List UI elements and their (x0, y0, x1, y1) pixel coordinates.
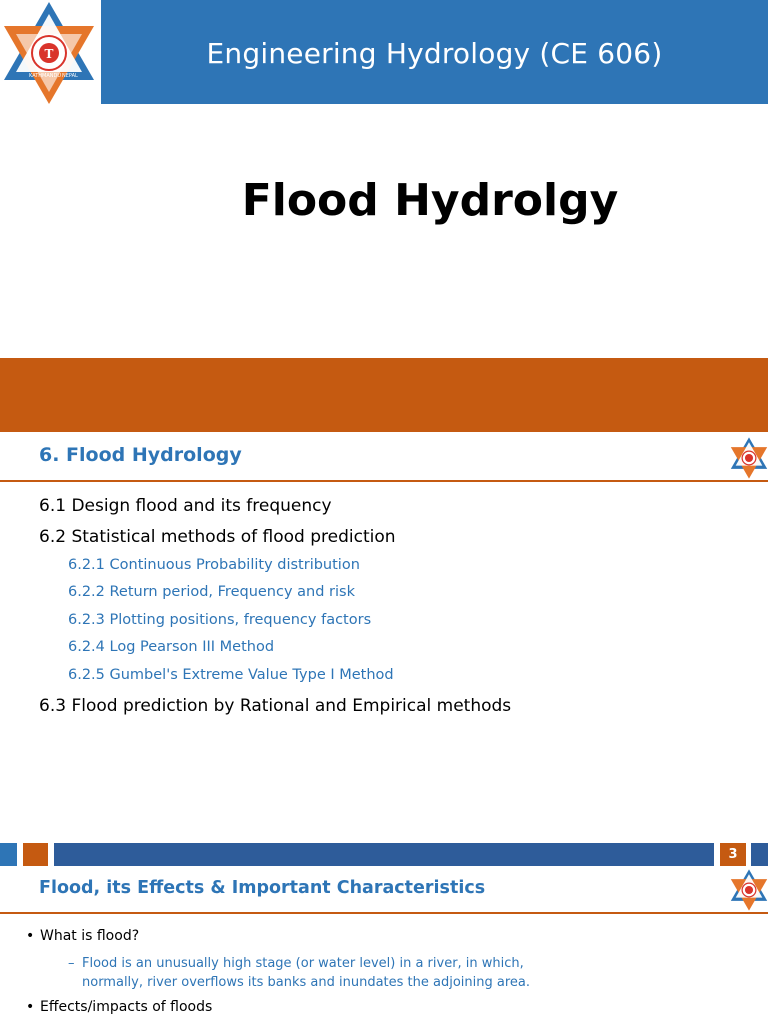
course-header (101, 0, 768, 104)
list-item: 6.2.4 Log Pearson III Method (68, 639, 275, 655)
title-slide (0, 0, 768, 432)
bullet-item: • What is flood? (26, 928, 140, 944)
svg-text:NEPAL: NEPAL (62, 73, 78, 79)
svg-text:KATHMANDU: KATHMANDU (29, 73, 62, 79)
bullet-icon: • (26, 999, 35, 1015)
slide-title: 6. Flood Hydrology (39, 444, 242, 466)
dash-icon: – (68, 956, 75, 971)
title-underline (0, 480, 768, 482)
contents-slide (0, 432, 768, 843)
list-item: 6.1 Design flood and its frequency (39, 496, 332, 516)
list-item: 6.2.1 Continuous Probability distribution (68, 557, 360, 573)
svg-text:T: T (44, 47, 54, 61)
list-item: 6.2 Statistical methods of flood prediction (39, 527, 396, 547)
sub-bullet-item: – Flood is an unusually high stage (or water level) in a river, in which, normally, river overflows its banks and inundates the adjoining area. (68, 956, 531, 990)
slide-number: 3 (720, 843, 746, 866)
orange-band (0, 358, 768, 432)
slide-title: Flood, its Effects & Important Characteristics (39, 878, 486, 898)
bullet-item: • Effects/impacts of floods (26, 999, 213, 1015)
title-underline (0, 912, 768, 914)
university-logo-small (730, 436, 768, 480)
content-slide (0, 866, 768, 1024)
university-logo-small (730, 868, 768, 912)
slide-separator-bar (0, 843, 768, 866)
list-item: 6.2.2 Return period, Frequency and risk (68, 584, 355, 600)
bullet-icon: • (26, 928, 35, 944)
course-title: Engineering Hydrology (CE 606) (206, 37, 663, 70)
university-logo (2, 0, 96, 106)
list-item: 6.2.3 Plotting positions, frequency factors (68, 612, 372, 628)
list-item: 6.2.5 Gumbel's Extreme Value Type I Method (68, 667, 394, 683)
main-title: Flood Hydrolgy (241, 175, 619, 226)
list-item: 6.3 Flood prediction by Rational and Empirical methods (39, 696, 512, 716)
